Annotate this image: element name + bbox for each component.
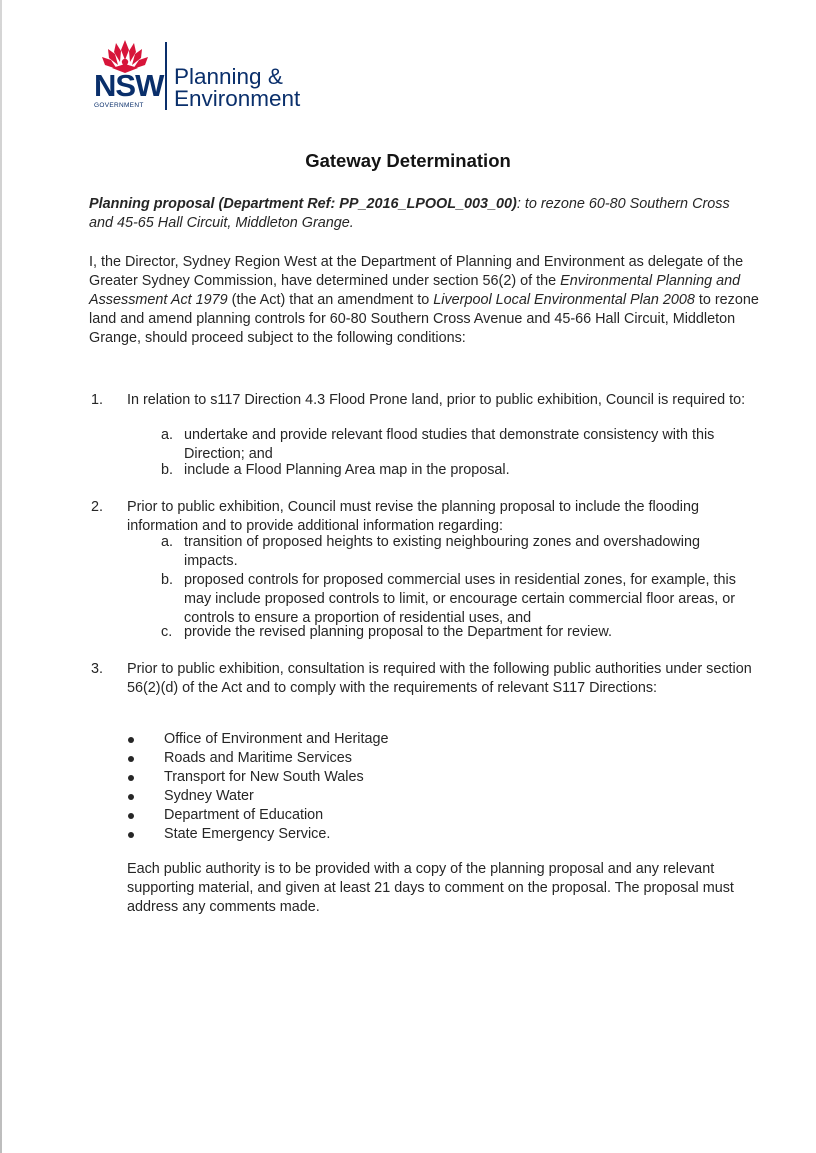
authority-item: Sydney Water xyxy=(164,788,254,804)
authority-item: Office of Environment and Heritage xyxy=(164,731,389,747)
condition-2c-text: provide the revised planning proposal to the Department for review. xyxy=(184,624,612,640)
body-text-2: (the Act) that an amendment to xyxy=(227,292,434,308)
authority-item: Transport for New South Wales xyxy=(164,769,364,785)
condition-2a-text: transition of proposed heights to existing neighbouring zones and overshadowing impacts. xyxy=(184,534,701,569)
authority-item: State Emergency Service. xyxy=(164,826,331,842)
condition-3-text: Prior to public exhibition, consultation is required with the following public authorities under section 56(2)(d) of the Act and to comply with the requirements of relevant S117 Directions: xyxy=(127,661,752,696)
dept-ampersand: & xyxy=(267,64,283,89)
nsw-planning-logo xyxy=(92,38,332,118)
proposal-ref-label: Planning proposal (Department Ref: PP_2016_LPOOL_003_00) xyxy=(89,196,517,212)
bullet-icon xyxy=(128,775,134,781)
bullet-icon xyxy=(128,832,134,838)
bullet-icon xyxy=(128,794,134,800)
condition-1-text: In relation to s117 Direction 4.3 Flood Prone land, prior to public exhibition, Council is required to: xyxy=(127,392,746,408)
government-label: GOVERNMENT xyxy=(94,102,144,109)
proposal-reference xyxy=(89,195,749,233)
act-name: Environmental Planning and Assessment Act 1979 xyxy=(89,273,741,308)
condition-1a-text: undertake and provide relevant flood studies that demonstrate consistency with this Direction; and xyxy=(184,427,715,462)
consultation-closing-paragraph: Each public authority is to be provided with a copy of the planning proposal and any relevant supporting material, and given at least 21 days to comment on the proposal. The proposal must address any comments made. xyxy=(127,861,734,915)
condition-1a-letter: a. xyxy=(161,427,174,443)
logo-divider xyxy=(165,42,167,110)
condition-2c-letter: c. xyxy=(161,624,173,640)
condition-2-number: 2. xyxy=(91,499,104,515)
proposal-ref-description: : to rezone 60-80 Southern Cross and 45-65 Hall Circuit, Middleton Grange. xyxy=(89,196,730,231)
condition-1b-letter: b. xyxy=(161,462,174,478)
condition-3-number: 3. xyxy=(91,661,104,677)
department-name-line2: Environment xyxy=(174,86,301,111)
condition-1b-text: include a Flood Planning Area map in the proposal. xyxy=(184,462,510,478)
body-text-3: to rezone land and amend planning controls for 60-80 Southern Cross Avenue and 45-66 Hall Circuit, Middleton Grange, should proceed subject to the following conditions: xyxy=(89,292,759,346)
condition-2-text: Prior to public exhibition, Council must revise the planning proposal to include the flooding information and to provide additional information regarding: xyxy=(127,499,699,534)
bullet-icon xyxy=(128,813,134,819)
bullet-icon xyxy=(128,737,134,743)
page-title: Gateway Determination xyxy=(305,150,511,171)
condition-2b-letter: b. xyxy=(161,572,174,588)
lep-name: Liverpool Local Environmental Plan 2008 xyxy=(433,292,695,308)
authority-item: Department of Education xyxy=(164,807,324,823)
determination-paragraph xyxy=(89,253,759,348)
nsw-wordmark: NSW xyxy=(94,68,164,103)
dept-planning: Planning xyxy=(174,64,262,89)
condition-2a-letter: a. xyxy=(161,534,174,550)
bullet-icon xyxy=(128,756,134,762)
condition-1-number: 1. xyxy=(91,392,104,408)
condition-2b-text: proposed controls for proposed commercial uses in residential zones, for example, this may include proposed controls to limit, or encourage certain commercial floor areas, or controls to ensure a proportion of residential uses, and xyxy=(184,572,736,626)
body-text-1: I, the Director, Sydney Region West at the Department of Planning and Environment as delegate of the Greater Sydney Commission, have determined under section 56(2) of the xyxy=(89,254,744,289)
authority-item: Roads and Maritime Services xyxy=(164,750,352,766)
